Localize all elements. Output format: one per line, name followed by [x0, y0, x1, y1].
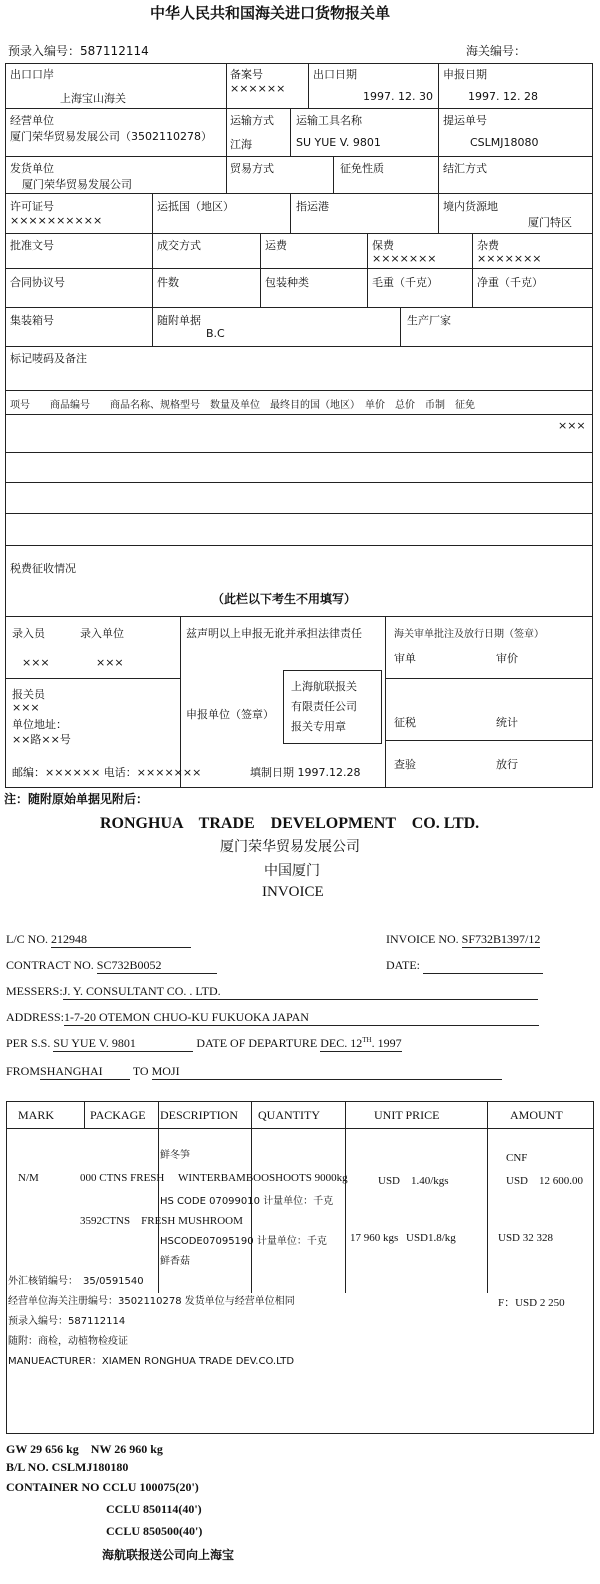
operator-value: 厦门荣华贸易发展公司（3502110278）: [10, 130, 212, 143]
invoice-company-cn: 厦门荣华贸易发展公司: [220, 839, 360, 855]
customs-registration: 经营单位海关注册编号：3502110278 发货单位与经营单位相同: [8, 1296, 295, 1307]
pre-entry-line: 预录入编号：587112114: [8, 1316, 126, 1327]
stamp-line-1: 上海航联报关: [291, 680, 357, 693]
shipper-value: 厦门荣华贸易发展公司: [22, 178, 132, 191]
broker-value: ×××: [12, 701, 40, 714]
invoice-title: INVOICE: [262, 884, 324, 900]
attachment-note: 注：随附原始单据见附后：: [4, 792, 149, 806]
entry-unit-label: 录入单位: [80, 627, 124, 640]
shipper-label: 发货单位: [10, 162, 54, 175]
fx-verification-no: 外汇核销编号： 35/0591540: [8, 1276, 144, 1287]
item-1-package: 000 CTNS FRESH: [80, 1172, 165, 1184]
license-value: ××××××××××: [10, 214, 103, 227]
item-1-amount: USD 12 600.00: [506, 1175, 584, 1187]
misc-label: 杂费: [477, 239, 499, 252]
levy-label: 征免性质: [340, 162, 384, 175]
marks-label: 标记唛码及备注: [10, 352, 87, 365]
entry-clerk-value: ×××: [22, 656, 50, 669]
item-1-unit-price: USD 1.40/kgs: [378, 1175, 449, 1187]
customs-number-label: 海关编号：: [466, 44, 527, 58]
fill-date: 填制日期 1997.12.28: [250, 766, 361, 779]
port-label: 出口口岸: [10, 68, 54, 81]
item-1-description: WINTERBAMBOOSHOOTS 9000kg: [178, 1172, 348, 1184]
agent-note: 海航联报送公司向上海宝: [102, 1548, 235, 1562]
container-label: 集装箱号: [10, 314, 54, 327]
entry-clerk-label: 录入员: [12, 627, 45, 640]
gross-net-weight: GW 29 656 kg NW 26 960 kg: [6, 1442, 163, 1456]
license-label: 许可证号: [10, 200, 54, 213]
broker-label: 报关员: [12, 688, 45, 701]
item-mark: N/M: [18, 1172, 39, 1184]
settle-label: 结汇方式: [443, 162, 487, 175]
goods-column-headers: 项号 商品编号 商品名称、规格型号 数量及单位 最终目的国（地区） 单价 总价 币制 征免: [10, 400, 475, 411]
container-2: CCLU 850114(40'): [106, 1502, 202, 1516]
stamp-line-3: 报关专用章: [291, 720, 346, 733]
customs-title: 中华人民共和国海关进口货物报关单: [150, 4, 391, 22]
export-date-label: 出口日期: [313, 68, 357, 81]
misc-value: ×××××××: [477, 252, 542, 265]
docs-value: B.C: [206, 327, 225, 340]
invoice-number: INVOICE NO. SF732B1397/12: [386, 932, 541, 946]
item-2-cn-name: 鲜香菇: [160, 1256, 190, 1267]
item-2-amount: USD 32 328: [498, 1232, 554, 1244]
entry-unit-value: ×××: [96, 656, 124, 669]
postcode-phone: 邮编：×××××× 电话：×××××××: [12, 766, 202, 779]
freight-label: 运费: [265, 239, 287, 252]
col-quantity: QUANTITY: [258, 1108, 320, 1122]
record-value: ××××××: [230, 82, 286, 95]
statistics-label: 统计: [496, 716, 518, 729]
bl-number: B/L NO. CSLMJ180180: [6, 1460, 129, 1474]
tax-label: 税费征收情况: [10, 562, 76, 575]
declaration-statement: 兹声明以上申报无讹并承担法律责任: [186, 627, 362, 640]
transport-name-label: 运输工具名称: [296, 114, 362, 127]
manufacturer: MANUEACTURER：XIAMEN RONGHUA TRADE DEV.CO.LTD: [8, 1356, 295, 1367]
not-fill-note: （此栏以下考生不用填写）: [212, 592, 357, 606]
maker-label: 生产厂家: [407, 314, 451, 327]
insurance-label: 保费: [372, 239, 394, 252]
invoice-company-en: RONGHUA TRADE DEVELOPMENT CO. LTD.: [100, 815, 480, 832]
attached-certificates: 随附：商检，动植物检疫证: [8, 1336, 128, 1347]
address-value: ××路××号: [12, 733, 71, 746]
container-3: CCLU 850500(40'): [106, 1524, 203, 1538]
col-unit-price: UNIT PRICE: [374, 1108, 440, 1122]
col-description: DESCRIPTION: [160, 1108, 239, 1122]
item-2-unit-price: USD1.8/kg: [406, 1232, 456, 1244]
freight-amount: F：USD 2 250: [498, 1297, 565, 1309]
approval-date-label: 海关审单批注及放行日期（签章）: [394, 629, 544, 640]
bl-label: 提运单号: [443, 114, 487, 127]
invoice-date: DATE:: [386, 958, 543, 974]
bl-value: CSLMJ18080: [470, 136, 539, 149]
transport-mode-value: 江海: [230, 138, 252, 151]
declare-unit-label: 申报单位（签章）: [186, 708, 274, 721]
item-1-hs-code: HS CODE 07099010 计量单位：千克: [160, 1196, 334, 1207]
transport-mode-label: 运输方式: [230, 114, 274, 127]
domestic-source-value: 厦门特区: [528, 216, 572, 229]
operator-label: 经营单位: [10, 114, 54, 127]
col-mark: MARK: [18, 1108, 55, 1122]
lc-number: L/C NO. 212948: [6, 932, 191, 948]
gross-label: 毛重（千克）: [372, 276, 438, 289]
dest-country-label: 运抵国（地区）: [157, 200, 234, 213]
inspect-label: 查验: [394, 758, 416, 771]
port-value: 上海宝山海关: [60, 92, 126, 105]
price-review-label: 审价: [496, 652, 518, 665]
dest-port-label: 指运港: [296, 200, 329, 213]
item-2-package: 3592CTNS FRESH MUSHROOM: [80, 1215, 243, 1227]
transport-name-value: SU YUE V. 9801: [296, 136, 381, 149]
pre-entry-number: 预录入编号：587112114: [8, 44, 149, 58]
route: FROMSHANGHAI TO MOJI: [6, 1064, 502, 1080]
item-2-quantity: 17 960 kgs: [350, 1232, 399, 1244]
invoice-table: [6, 1101, 594, 1434]
review-label: 审单: [394, 652, 416, 665]
address-label: 单位地址：: [12, 718, 67, 731]
domestic-source-label: 境内货源地: [443, 200, 498, 213]
pack-label: 包装种类: [265, 276, 309, 289]
item-2-hs-code: HSCODE07095190 计量单位：千克: [160, 1236, 327, 1247]
invoice-city: 中国厦门: [264, 863, 320, 879]
export-date-value: 1997. 12. 30: [363, 90, 433, 103]
declare-date-value: 1997. 12. 28: [468, 90, 538, 103]
record-label: 备案号: [230, 68, 263, 81]
insurance-value: ×××××××: [372, 252, 437, 265]
item-1-cn-name: 鲜冬笋: [160, 1150, 190, 1161]
trade-mode-label: 贸易方式: [230, 162, 274, 175]
stamp-line-2: 有限责任公司: [291, 700, 357, 713]
approval-label: 批准文号: [10, 239, 54, 252]
release-label: 放行: [496, 758, 518, 771]
net-label: 净重（千克）: [477, 276, 543, 289]
goods-row-1-value: ×××: [558, 419, 586, 432]
contract-number: CONTRACT NO. SC732B0052: [6, 958, 217, 974]
contract-label: 合同协议号: [10, 276, 65, 289]
messers: MESSERS:J. Y. CONSULTANT CO. . LTD.: [6, 984, 538, 1000]
container-1: CONTAINER NO CCLU 100075(20'): [6, 1480, 199, 1494]
price-term: CNF: [506, 1152, 528, 1164]
buyer-address: ADDRESS:1-7-20 OTEMON CHUO-KU FUKUOKA JAPAN: [6, 1010, 539, 1026]
vessel-and-departure: PER S.S. SU YUE V. 9801 DATE OF DEPARTURE DEC. 12TH. 1997: [6, 1036, 402, 1050]
declare-date-label: 申报日期: [443, 68, 487, 81]
deal-mode-label: 成交方式: [157, 239, 201, 252]
docs-label: 随附单据: [157, 314, 201, 327]
pieces-label: 件数: [157, 276, 179, 289]
col-amount: AMOUNT: [510, 1108, 563, 1122]
tax-levy-label: 征税: [394, 716, 416, 729]
col-package: PACKAGE: [90, 1108, 146, 1122]
